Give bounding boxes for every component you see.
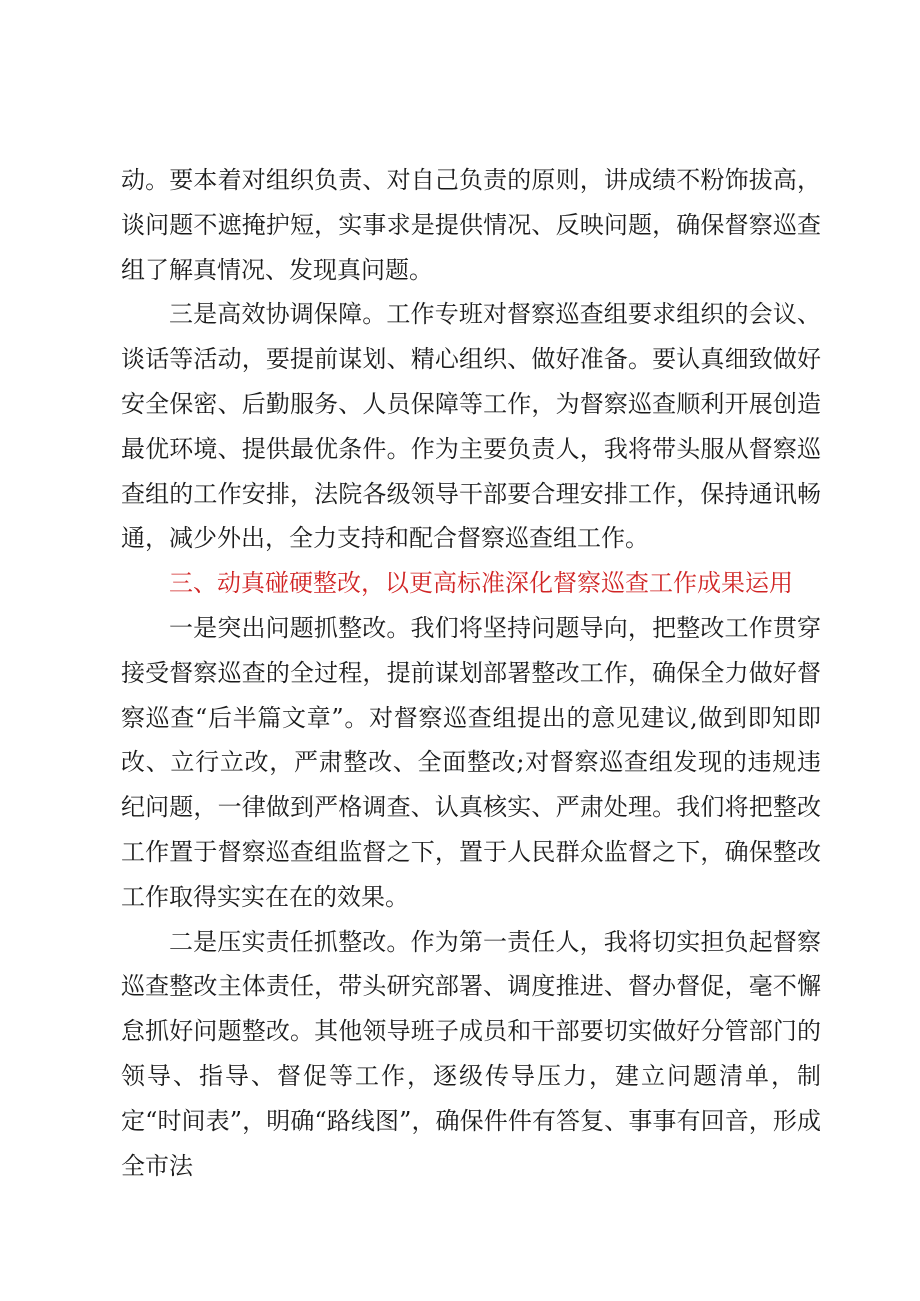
section-heading: 三、动真碰硬整改，以更高标准深化督察巡查工作成果运用	[169, 569, 793, 598]
paragraph-continuation: 动。要本着对组织负责、对自己负责的原则，讲成绩不粉饰拔高，谈问题不遮掩护短，实事求是提供情况、反映问题，确保督察巡查组了解真情况、发现真问题。	[121, 166, 821, 284]
paragraph-coordination: 三是高效协调保障。工作专班对督察巡查组要求组织的会议、谈话等活动，要提前谋划、精心组织、做好准备。要认真细致做好安全保密、后勤服务、人员保障等工作，为督察巡查顺利开展创造最优环境、提供最优条件。作为主要负责人，我将带头服从督察巡查组的工作安排，法院各级领导干部要合理安排工作，保持通讯畅通，减少外出，全力支持和配合督察巡查组工作。	[121, 300, 821, 553]
paragraph-rectification-responsibility: 二是压实责任抓整改。作为第一责任人，我将切实担负起督察巡查整改主体责任，带头研究部署、调度推进、督办督促，毫不懈怠抓好问题整改。其他领导班子成员和干部要切实做好分管部门的领导、指导、督促等工作，逐级传导压力，建立问题清单，制定“时间表”，明确“路线图”，确保件件有答复、事事有回音，形成全市法	[121, 927, 821, 1180]
paragraph-rectification-problems: 一是突出问题抓整改。我们将坚持问题导向，把整改工作贯穿接受督察巡查的全过程，提前谋划部署整改工作，确保全力做好督察巡查“后半篇文章”。对督察巡查组提出的意见建议,做到即知即改、立行立改，严肃整改、全面整改;对督察巡查组发现的违规违纪问题，一律做到严格调查、认真核实、严肃处理。我们将把整改工作置于督察巡查组监督之下，置于人民群众监督之下，确保整改工作取得实实在在的效果。	[121, 613, 821, 911]
document-body	[121, 158, 821, 1188]
